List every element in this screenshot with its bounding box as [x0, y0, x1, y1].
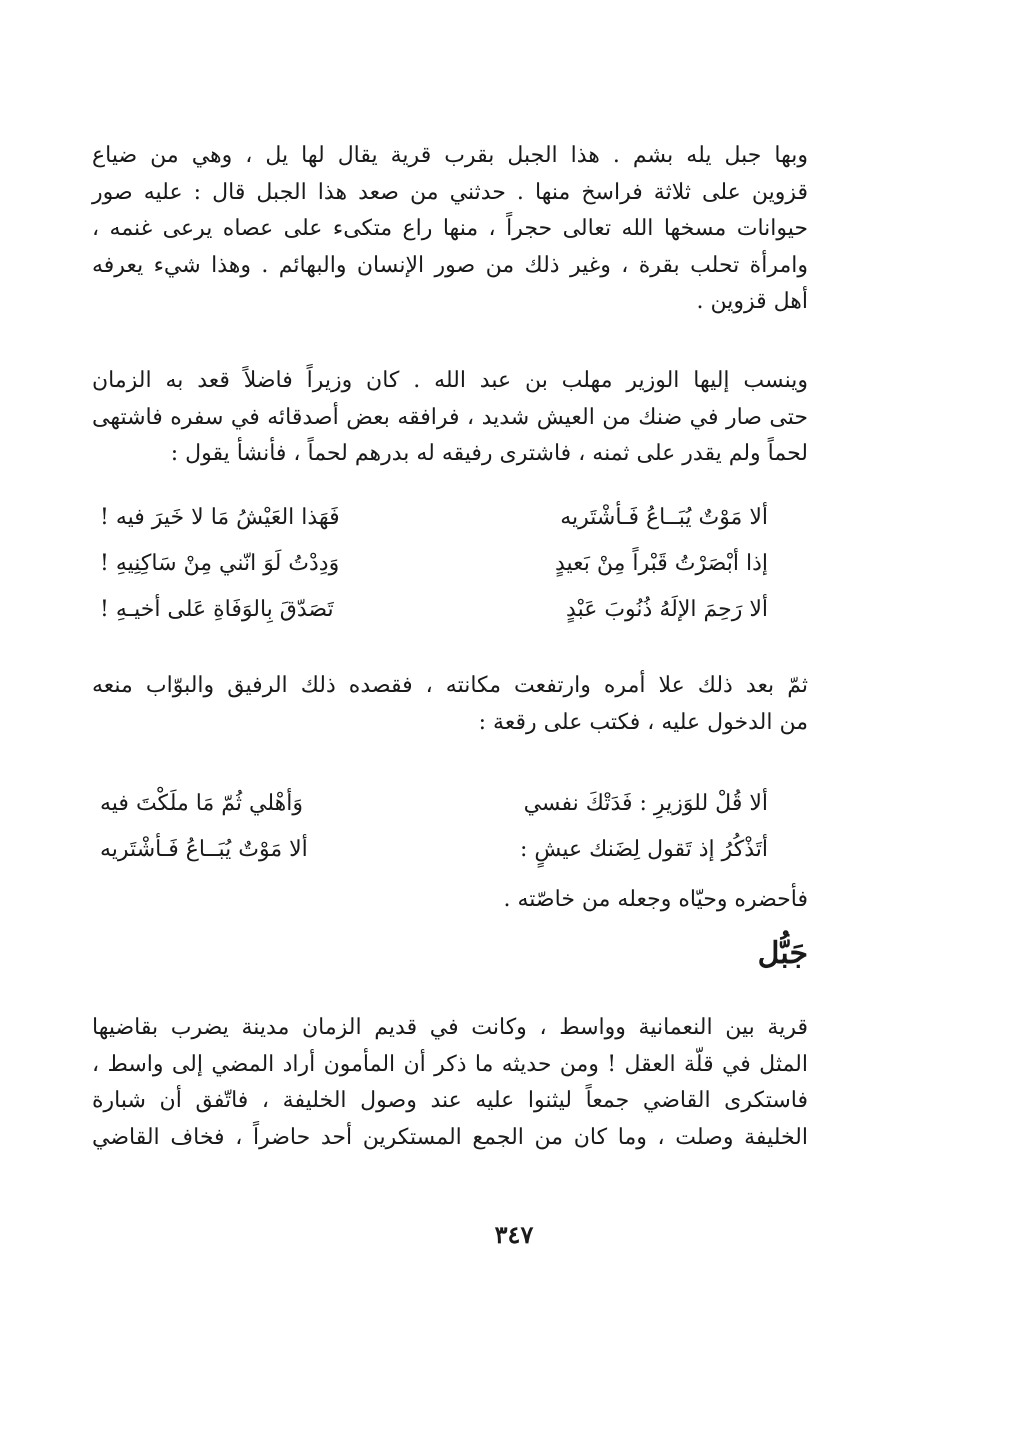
verse-second-hemistich: ألا مَوْتٌ يُبَــاعُ فَـأشْتَريه — [100, 836, 308, 862]
verse-second-hemistich: تَصَدّقَ بِالوَفَاةِ عَلى أخيـهِ ! — [100, 596, 334, 622]
text-line: من الدخول عليه ، فكتب على رقعة : — [478, 709, 808, 735]
paragraph-1 — [92, 138, 808, 321]
text-line: حتى صار في ضنك من العيش شديد ، فرافقه بعض أصدقائه في سفره فاشتهى — [92, 404, 808, 430]
text-line: حيوانات مسخها الله تعالى حجراً ، منها راع متكىء على عصاه يرعى غنمه ، — [92, 216, 808, 241]
verse-second-hemistich: وَدِدْتُ لَوَ انّني مِنْ سَاكِنِيهِ ! — [100, 550, 340, 576]
verse-second-hemistich: وَأهْلي ثُمّ مَا ملَكْتَ فيه — [100, 790, 303, 816]
verse-line — [100, 780, 768, 826]
verse-second-hemistich: فَهَذا العَيْشُ مَا لا خَيرَ فيه ! — [100, 504, 340, 530]
verse-first-hemistich: ألا قُلْ للوَزيرِ : فَدَتْكَ نفسي — [523, 790, 768, 816]
verse-line — [100, 826, 768, 872]
verse-line — [100, 586, 768, 632]
paragraph-2 — [92, 363, 808, 473]
section-heading: جَبُّل — [757, 936, 808, 971]
verse-first-hemistich: ألا رَحِمَ الإلَهُ ذُنُوبَ عَبْدٍ — [566, 596, 768, 622]
text-line: لحماً ولم يقدر على ثمنه ، فاشترى رفيقه له بدرهم لحماً ، فأنشأ يقول : — [170, 441, 808, 466]
paragraph-5 — [92, 1010, 808, 1156]
text-line: وينسب إليها الوزير مهلب بن عبد الله . كان وزيراً فاضلاً قعد به الزمان — [92, 368, 808, 393]
text-line: وبها جبل يله بشم . هذا الجبل بقرب قرية يقال لها يل ، وهي من ضياع — [92, 143, 808, 168]
verse-first-hemistich: أتَذْكُرُ إذ تَقول لِضَنك عيشٍ : — [519, 836, 768, 862]
paragraph-4 — [92, 882, 808, 919]
poem-2 — [100, 780, 768, 872]
text-line: فأحضره وحيّاه وجعله من خاصّته . — [503, 887, 808, 912]
text-line: الخليفة وصلت ، وما كان من الجمع المستكرين أحد حاضراً ، فخاف القاضي — [92, 1124, 808, 1150]
verse-first-hemistich: ألا مَوْتٌ يُبَــاعُ فَـأشْتَريه — [560, 504, 768, 530]
text-line: وامرأة تحلب بقرة ، وغير ذلك من صور الإنسان والبهائم . وهذا شيء يعرفه — [92, 252, 808, 278]
text-line: قزوين على ثلاثة فراسخ منها . حدثني من صعد هذا الجبل قال : عليه صور — [92, 179, 808, 205]
text-line: أهل قزوين . — [696, 289, 808, 314]
text-line: ثمّ بعد ذلك علا أمره وارتفعت مكانته ، فقصده ذلك الرفيق والبوّاب منعه — [92, 673, 808, 698]
page-number: ٣٤٧ — [494, 1220, 534, 1249]
verse-first-hemistich: إذا أبْصَرْتُ قَبْراً مِنْ بَعيدٍ — [554, 550, 768, 576]
verse-line — [100, 494, 768, 540]
paragraph-3 — [92, 668, 808, 741]
text-line: فاستكرى القاضي جمعاً ليثنوا عليه عند وصول الخليفة ، فاتّفق أن شبارة — [92, 1088, 808, 1113]
verse-line — [100, 540, 768, 586]
poem-1 — [100, 494, 768, 632]
text-line: المثل في قلّة العقل ! ومن حديثه ما ذكر أن المأمون أراد المضي إلى واسط ، — [92, 1051, 808, 1077]
text-line: قرية بين النعمانية وواسط ، وكانت في قديم الزمان مدينة يضرب بقاضيها — [92, 1015, 808, 1040]
